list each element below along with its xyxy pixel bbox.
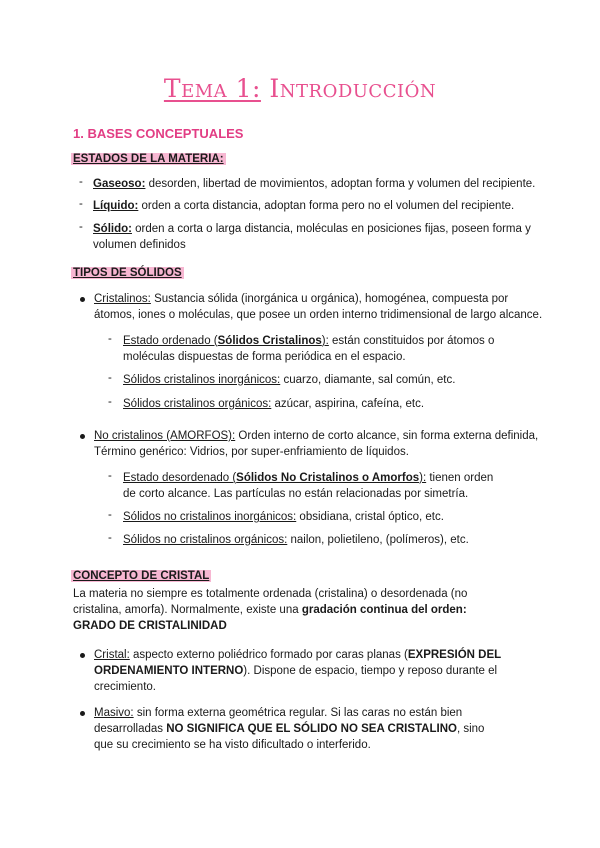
- estado-solido: Sólido: orden a corta o larga distancia, moléculas en posiciones fijas, poseen forma y: [93, 223, 531, 235]
- title-prefix: Tema 1:: [163, 74, 261, 103]
- estados-heading: ESTADOS DE LA MATERIA:: [73, 153, 224, 165]
- concepto-line2: cristalina, amorfa). Normalmente, existe una gradación continua del orden:: [73, 604, 467, 616]
- cristalinos-line1: Cristalinos: Sustancia sólida (inorgánica u orgánica), homogénea, compuesta por: [94, 293, 509, 305]
- cristalinos-sub1-cont: moléculas dispuestas de forma periódica en el espacio.: [123, 351, 406, 363]
- tipos-heading: TIPOS DE SÓLIDOS: [73, 267, 182, 279]
- nocristalinos-line1: No cristalinos (AMORFOS): Orden interno de corto alcance, sin forma externa definida,: [94, 430, 539, 442]
- cristalinos-line2: átomos, iones o moléculas, que posee un orden interno tridimensional de largo alcance.: [94, 309, 543, 321]
- dash-marker: -: [108, 396, 112, 408]
- nocristalinos-sub3: Sólidos no cristalinos orgánicos: nailon, polietileno, (polímeros), etc.: [123, 534, 469, 546]
- estado-gaseoso: Gaseoso: desorden, libertad de movimientos, adoptan forma y volumen del recipiente.: [93, 178, 536, 190]
- page-title: [0, 74, 600, 103]
- cristal-line3: crecimiento.: [94, 681, 156, 693]
- cristalinos-sub3: Sólidos cristalinos orgánicos: azúcar, aspirina, cafeína, etc.: [123, 398, 425, 410]
- dash-marker: -: [108, 333, 112, 345]
- cristalinos-sub2: Sólidos cristalinos inorgánicos: cuarzo, diamante, sal común, etc.: [123, 374, 456, 386]
- bullet: [80, 711, 85, 716]
- nocristalinos-sub2: Sólidos no cristalinos inorgánicos: obsidiana, cristal óptico, etc.: [123, 511, 444, 523]
- dash-marker: -: [79, 176, 83, 188]
- estado-solido-cont: volumen definidos: [93, 239, 186, 251]
- nocristalinos-sub1: Estado desordenado (Sólidos No Cristalinos o Amorfos): tienen orden: [123, 472, 494, 484]
- title-main: Introducción: [260, 74, 437, 103]
- masivo-line1: Masivo: sin forma externa geométrica regular. Si las caras no están bien: [94, 707, 463, 719]
- nocristalinos-line2: Término genérico: Vidrios, por super-enfriamiento de líquidos.: [94, 446, 409, 458]
- dash-marker: -: [79, 221, 83, 233]
- masivo-line3: que su crecimiento se ha visto dificultado o interferido.: [94, 739, 371, 751]
- section-heading: 1. BASES CONCEPTUALES: [73, 126, 244, 141]
- bullet: [80, 434, 85, 439]
- estado-liquido: Líquido: orden a corta distancia, adoptan forma pero no el volumen del recipiente.: [93, 200, 515, 212]
- dash-marker: -: [108, 509, 112, 521]
- cristal-line1: Cristal: aspecto externo poliédrico formado por caras planas (EXPRESIÓN DEL: [94, 649, 502, 661]
- dash-marker: -: [79, 198, 83, 210]
- concepto-heading: CONCEPTO DE CRISTAL: [73, 570, 210, 582]
- bullet: [80, 297, 85, 302]
- nocristalinos-sub1-cont: de corto alcance. Las partículas no están relacionadas por simetría.: [123, 488, 469, 500]
- concepto-line1: La materia no siempre es totalmente ordenada (cristalina) o desordenada (no: [73, 588, 468, 600]
- masivo-line2: desarrolladas NO SIGNIFICA QUE EL SÓLIDO NO SEA CRISTALINO, sino: [94, 723, 485, 735]
- concepto-line3: GRADO DE CRISTALINIDAD: [73, 620, 227, 632]
- cristal-line2: ORDENAMIENTO INTERNO). Dispone de espacio, tiempo y reposo durante el: [94, 665, 498, 677]
- bullet: [80, 653, 85, 658]
- dash-marker: -: [108, 372, 112, 384]
- dash-marker: -: [108, 470, 112, 482]
- dash-marker: -: [108, 532, 112, 544]
- cristalinos-sub1: Estado ordenado (Sólidos Cristalinos): están constituidos por átomos o: [123, 335, 495, 347]
